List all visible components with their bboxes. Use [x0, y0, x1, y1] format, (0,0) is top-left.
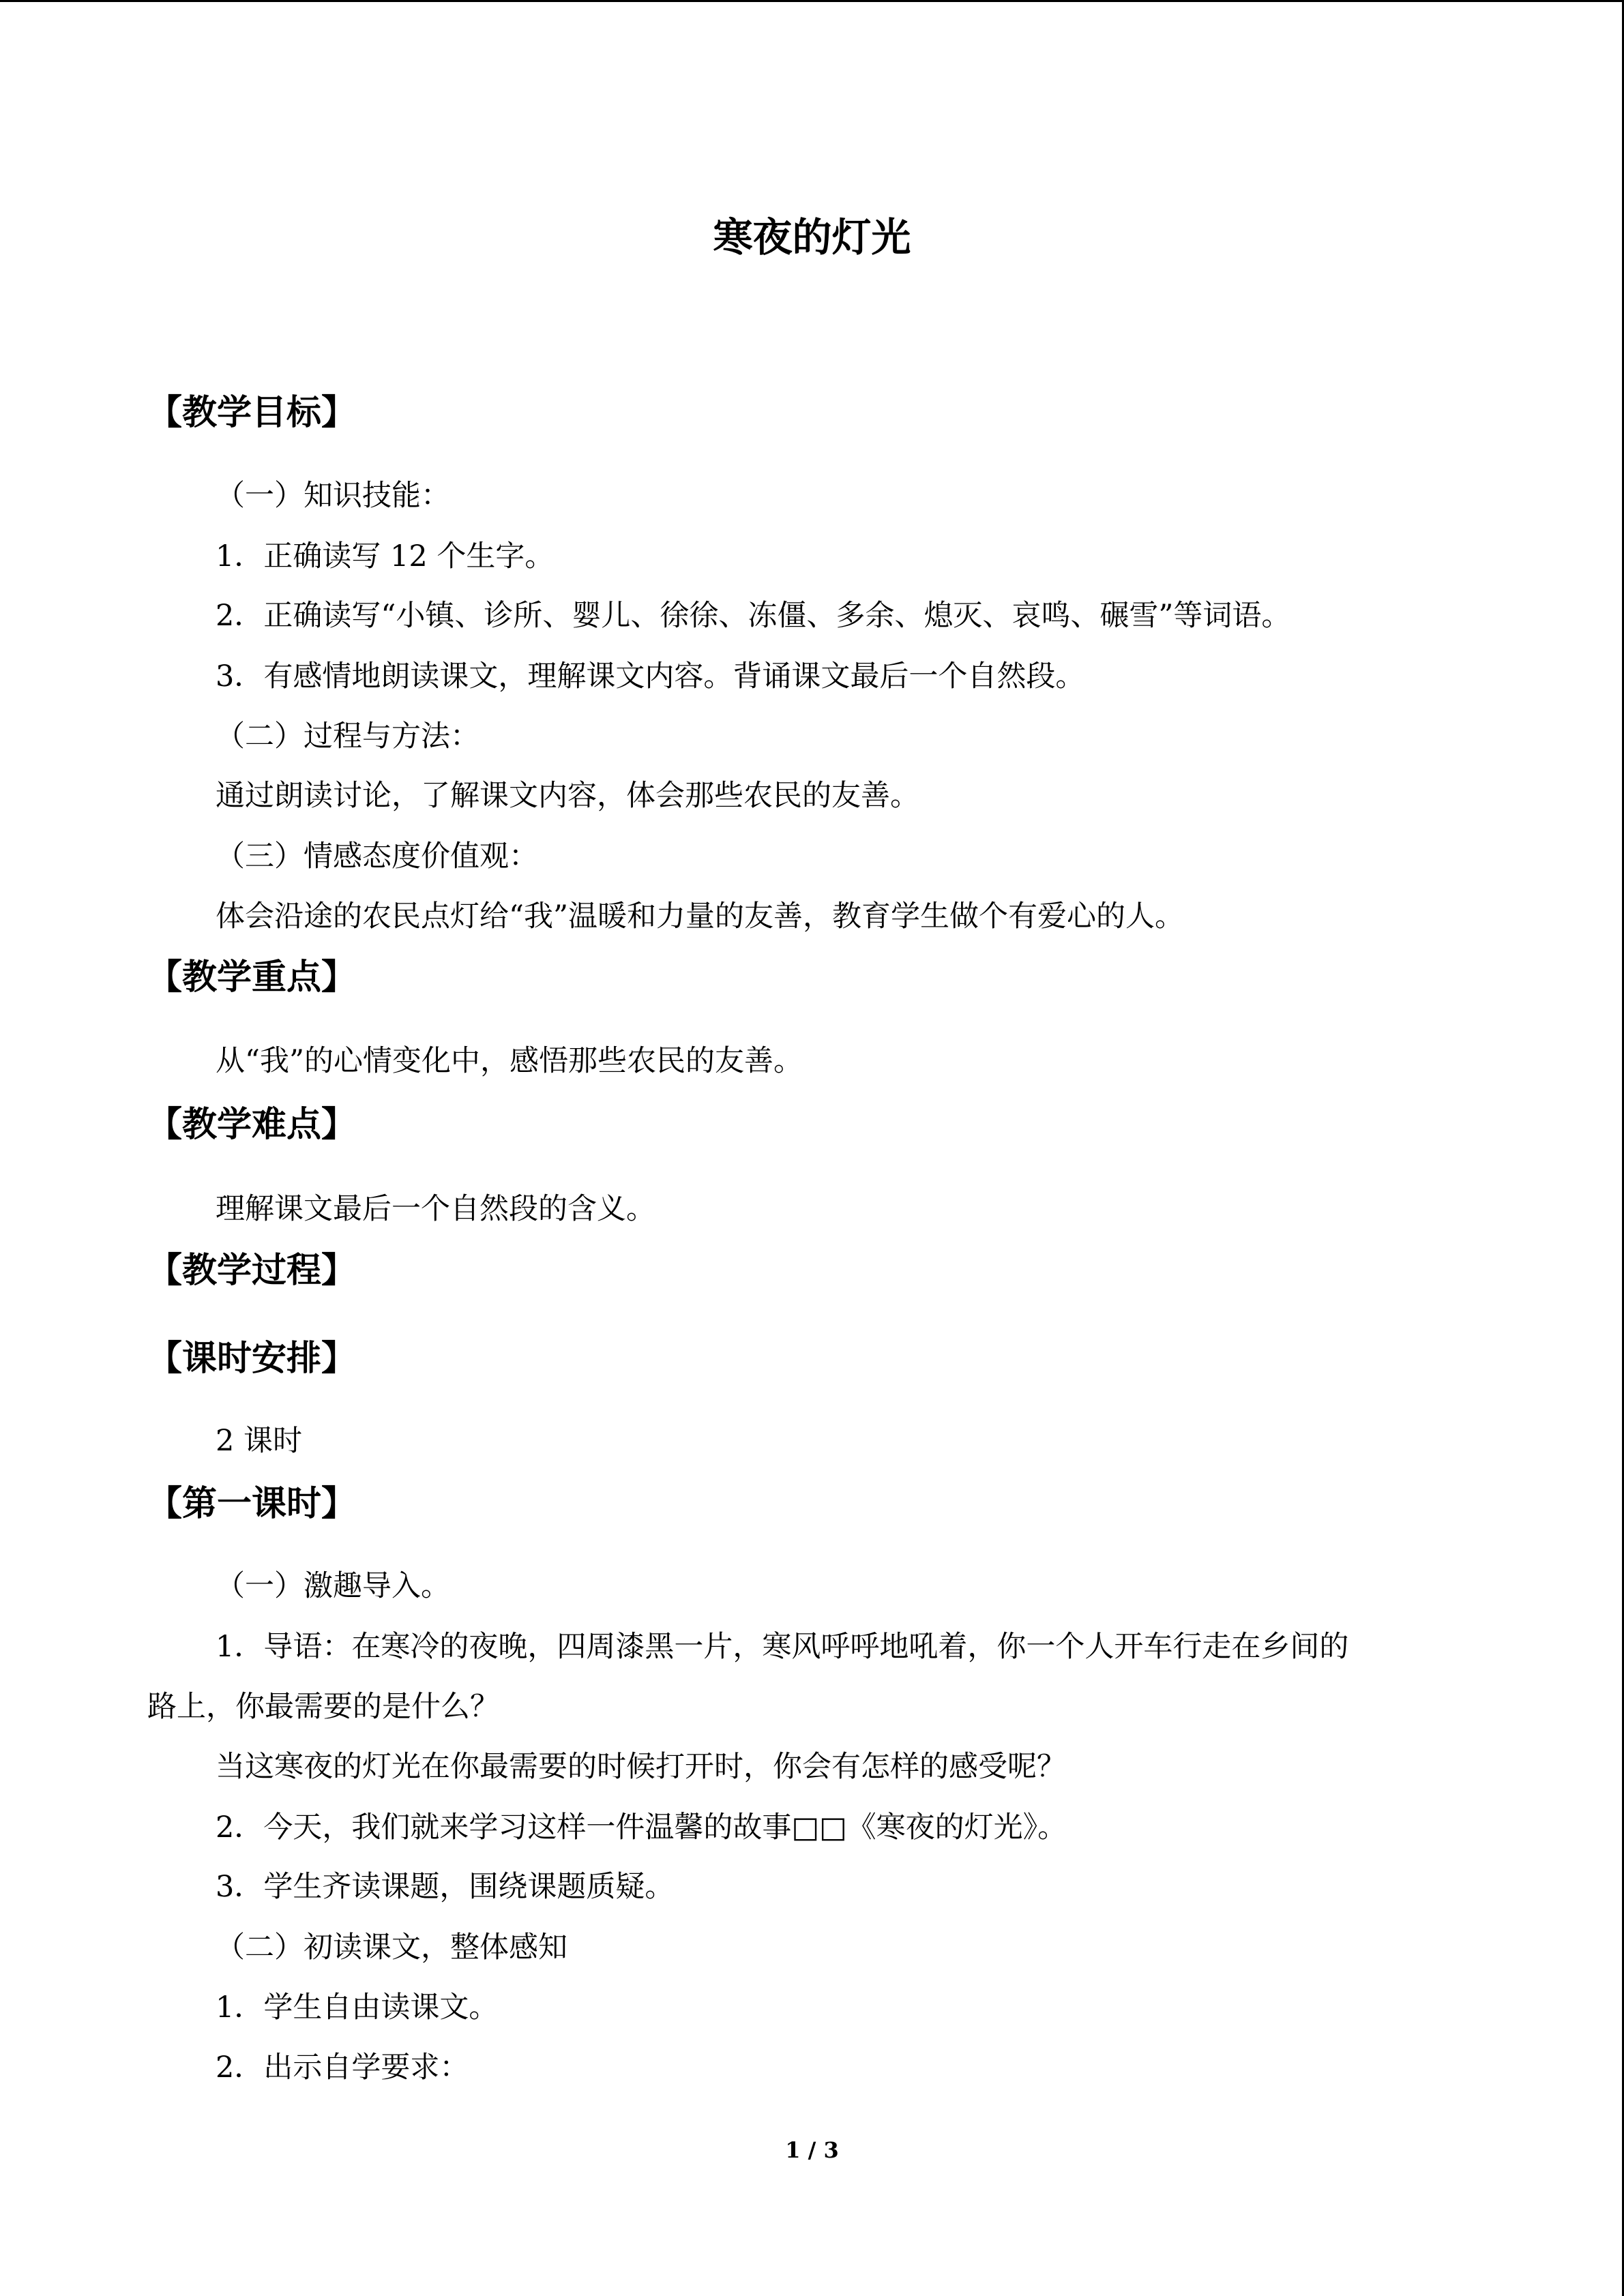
heading-schedule: 【课时安排】: [147, 1339, 357, 1379]
key-point-line: 从“我”的心情变化中，感悟那些农民的友善。: [216, 1044, 803, 1078]
lesson-line: 2．出示自学要求：: [216, 2051, 469, 2085]
lesson-line: 当这寒夜的灯光在你最需要的时候打开时，你会有怎样的感受呢？: [216, 1750, 1066, 1784]
goal-line: 体会沿途的农民点灯给“我”温暖和力量的友善，教育学生做个有爱心的人。: [216, 899, 1184, 934]
lesson-line: 路上，你最需要的是什么？: [147, 1690, 499, 1724]
heading-first-lesson: 【第一课时】: [147, 1484, 357, 1524]
page-number: 1 / 3: [785, 2137, 839, 2163]
heading-difficulty: 【教学难点】: [147, 1105, 357, 1145]
document-title: 寒夜的灯光: [713, 214, 911, 260]
lesson-line: 2．今天，我们就来学习这样一件温馨的故事□□《寒夜的灯光》。: [216, 1810, 1067, 1845]
schedule-line: 2 课时: [216, 1424, 303, 1458]
goal-line: 2．正确读写“小镇、诊所、婴儿、徐徐、冻僵、多余、熄灭、哀鸣、碾雪”等词语。: [216, 599, 1291, 633]
heading-teaching-process: 【教学过程】: [147, 1251, 357, 1291]
lesson-line: 1．导语：在寒冷的夜晚，四周漆黑一片，寒风呼呼地吼着，你一个人开车行走在乡间的: [216, 1630, 1349, 1664]
top-border-line: [0, 0, 1624, 2]
heading-teaching-goals: 【教学目标】: [147, 393, 357, 433]
goal-line: （三）情感态度价值观：: [216, 839, 538, 874]
goal-line: 3．有感情地朗读课文，理解课文内容。背诵课文最后一个自然段。: [216, 659, 1085, 694]
goal-line: （一）知识技能：: [216, 479, 450, 513]
goal-line: 1．正确读写 12 个生字。: [216, 539, 555, 573]
lesson-line: （一）激趣导入。: [216, 1569, 450, 1603]
heading-key-point: 【教学重点】: [147, 957, 357, 998]
goal-line: 通过朗读讨论，了解课文内容，体会那些农民的友善。: [216, 779, 919, 813]
lesson-line: 3．学生齐读课题，围绕课题质疑。: [216, 1870, 675, 1904]
lesson-line: （二）初读课文，整体感知: [216, 1930, 567, 1965]
difficulty-line: 理解课文最后一个自然段的含义。: [216, 1192, 655, 1226]
lesson-line: 1．学生自由读课文。: [216, 1991, 499, 2025]
goal-line: （二）过程与方法：: [216, 719, 479, 754]
